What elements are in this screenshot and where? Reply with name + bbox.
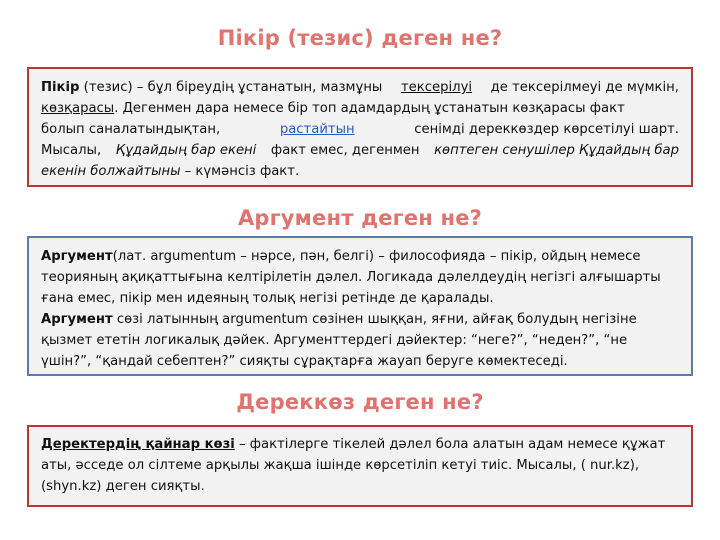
argument-paragraph-1 (41, 246, 679, 309)
opinion-line-5 (41, 161, 679, 182)
opinion-term: Пікір (41, 80, 80, 95)
opinion-text-4a: Мысалы, (41, 143, 102, 158)
argument-paragraph-2 (41, 309, 679, 372)
argument-term-2: Аргумент (41, 312, 113, 327)
opinion-line-3 (41, 119, 679, 140)
argument-definition-box (27, 236, 693, 376)
opinion-text-1a: (тезис) – бұл біреудің ұстанатын, мазмұны (83, 80, 383, 95)
word-tekserilui: тексерілуі (400, 80, 473, 95)
opinion-text-2b: . Дегенмен дара немесе бір топ адамдардың ұстанатын көзқарасы факт (114, 101, 625, 116)
link-rastaityn[interactable]: растайтын (279, 122, 355, 137)
heading-opinion: Пікір (тезис) деген не? (217, 26, 503, 50)
argument-text-1: (лат. argumentum – нәрсе, пән, белгі) – философияда – пікір, ойдың немесе теорияның ақиқаттығына келтірілетін дәлел. Логикада дәлелдеудің негізгі алғышарты ғана емес, пікір мен идеяның толық негізі ретінде де қаралады. (41, 249, 661, 306)
opinion-text-3a: болып саналатындықтан, (41, 122, 221, 137)
opinion-italic-4d: көптеген сенушілер Құдайдың бар (434, 143, 679, 158)
source-term: Деректердің қайнар көзі (41, 437, 235, 452)
heading-source: Дереккөз деген не? (236, 390, 484, 414)
opinion-text-5b: – күмәнсіз факт. (184, 164, 300, 179)
opinion-italic-4b: Құдайдың бар екені (115, 143, 257, 158)
opinion-line-1 (41, 77, 679, 98)
opinion-definition-box (27, 67, 693, 187)
source-text: – фактілерге тікелей дәлел бола алатын адам немесе құжат аты, әсседе ол сілтеме арқылы жақша ішінде көрсетіліп кетуі тиіс. Мысалы, ( nur.kz), (shyn.kz) деген сияқты. (41, 437, 666, 494)
argument-term-1: Аргумент (41, 249, 113, 264)
word-kozqarasy: көзқарасы (41, 101, 115, 116)
source-definition-box (27, 425, 693, 507)
opinion-text-4c: факт емес, дегенмен (270, 143, 420, 158)
opinion-line-4 (41, 140, 679, 161)
opinion-text-3c: сенімді дереккөздер көрсетілуі шарт. (414, 122, 679, 137)
opinion-text-1c: де тексерілмеуі де мүмкін, (490, 80, 679, 95)
opinion-italic-5a: екенін болжайтыны (41, 164, 181, 179)
argument-text-2: сөзі латынның argumentum сөзінен шыққан, яғни, айғақ болудың негізіне қызмет ететін логикалық дәйек. Аргументтердегі дәйектер: “неге?”, “неден?”, “не үшін?”, “қандай себептен?” сияқты сұрақтарға жауап беруге көмектеседі. (41, 312, 637, 369)
opinion-line-2 (41, 98, 679, 119)
heading-argument: Аргумент деген не? (237, 206, 483, 230)
